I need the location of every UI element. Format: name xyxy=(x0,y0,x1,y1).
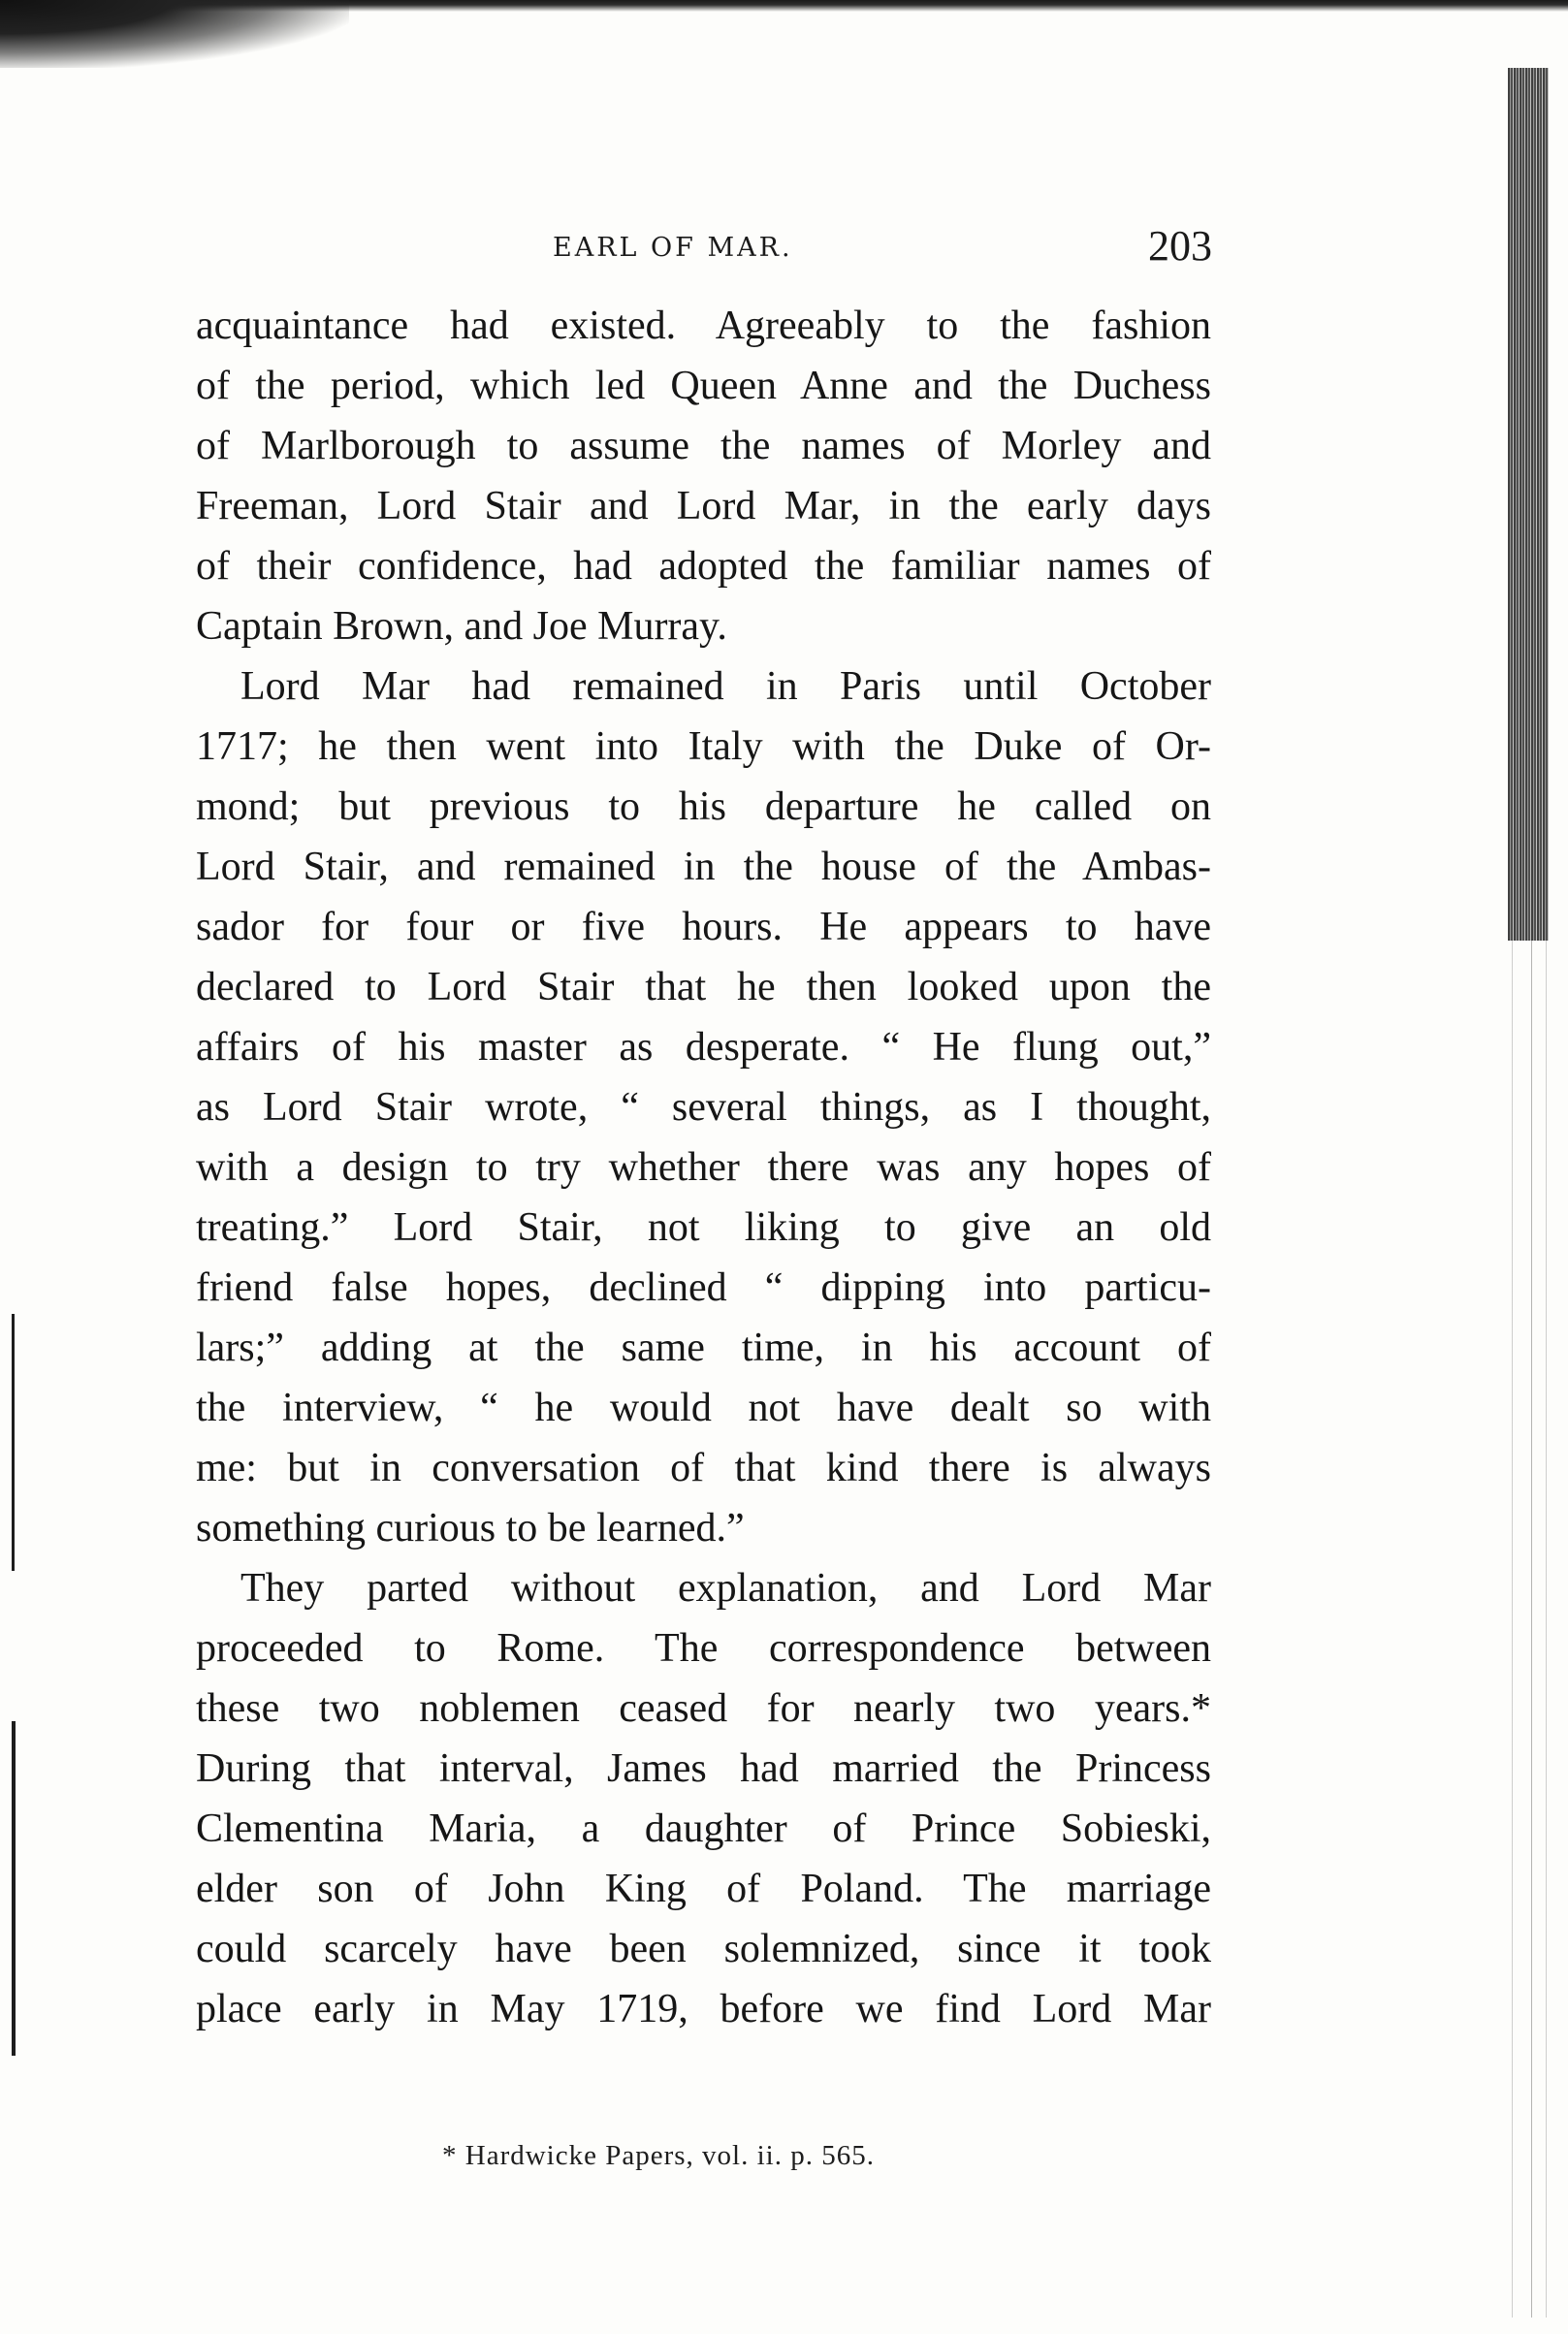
body-text xyxy=(196,296,1211,2039)
text-line: of their confidence, had adopted the familiar names of xyxy=(196,544,1211,589)
text-line: of the period, which led Queen Anne and the Duchess xyxy=(196,364,1211,408)
scan-right-binding xyxy=(1508,68,1549,941)
text-line: affairs of his master as desperate. “ He flung out,” xyxy=(196,1025,1211,1070)
text-line: proceeded to Rome. The correspondence between xyxy=(196,1626,1211,1671)
text-line: with a design to try whether there was any hopes of xyxy=(196,1145,1211,1190)
text-line: could scarcely have been solemnized, since it took xyxy=(196,1927,1211,1971)
text-line: lars;” adding at the same time, in his account of xyxy=(196,1326,1211,1370)
text-line: They parted without explanation, and Lord Mar xyxy=(240,1566,1211,1611)
text-line: mond; but previous to his departure he called on xyxy=(196,784,1211,829)
scan-corner-shadow xyxy=(0,0,349,68)
text-line: as Lord Stair wrote, “ several things, as I thought, xyxy=(196,1085,1211,1130)
footnote: * Hardwicke Papers, vol. ii. p. 565. xyxy=(442,2140,875,2171)
scan-right-edge-lines xyxy=(1498,941,1547,2318)
text-line: Lord Mar had remained in Paris until October xyxy=(240,664,1211,709)
text-line: elder son of John King of Poland. The marriage xyxy=(196,1867,1211,1911)
text-line: acquaintance had existed. Agreeably to the fashion xyxy=(196,304,1211,348)
text-line: During that interval, James had married the Princess xyxy=(196,1746,1211,1791)
text-line: of Marlborough to assume the names of Morley and xyxy=(196,424,1211,468)
text-line: 1717; he then went into Italy with the Duke of Or- xyxy=(196,724,1211,769)
scan-left-mark xyxy=(12,1721,16,2056)
running-head: EARL OF MAR. xyxy=(553,233,793,263)
text-line: something curious to be learned.” xyxy=(196,1506,745,1551)
text-line: Lord Stair, and remained in the house of the Ambas- xyxy=(196,845,1211,889)
text-line: Captain Brown, and Joe Murray. xyxy=(196,604,727,649)
page-number: 203 xyxy=(1148,222,1212,270)
text-line: these two noblemen ceased for nearly two years.* xyxy=(196,1686,1211,1731)
page-header xyxy=(194,221,1222,279)
text-line: me: but in conversation of that kind there is always xyxy=(196,1446,1211,1490)
scan-left-mark xyxy=(12,1314,15,1571)
text-line: declared to Lord Stair that he then looked upon the xyxy=(196,965,1211,1009)
text-line: sador for four or five hours. He appears to have xyxy=(196,905,1211,949)
text-line: place early in May 1719, before we find Lord Mar xyxy=(196,1987,1211,2031)
text-line: Clementina Maria, a daughter of Prince Sobieski, xyxy=(196,1806,1211,1851)
text-line: Freeman, Lord Stair and Lord Mar, in the early days xyxy=(196,484,1211,528)
text-line: friend false hopes, declined “ dipping into particu- xyxy=(196,1265,1211,1310)
text-line: the interview, “ he would not have dealt so with xyxy=(196,1386,1211,1430)
text-line: treating.” Lord Stair, not liking to give an old xyxy=(196,1205,1211,1250)
